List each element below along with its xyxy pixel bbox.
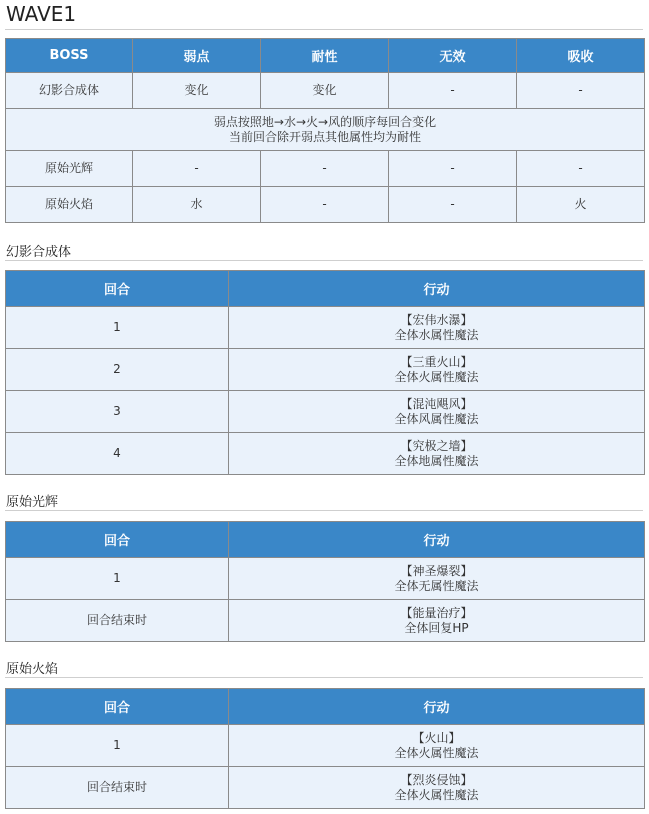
- boss-name: 原始光辉: [6, 151, 133, 187]
- resist-cell: -: [261, 187, 389, 223]
- null-cell: -: [389, 187, 517, 223]
- absorb-cell: -: [517, 151, 645, 187]
- note-line-1: 弱点按照地→水→火→风的顺序每回合变化: [213, 114, 437, 129]
- header-absorb: 吸收: [517, 39, 645, 73]
- turn-cell: 回合结束时: [6, 767, 229, 809]
- skill-name: 【能量治疗】: [400, 605, 473, 620]
- turn-cell: 2: [6, 349, 229, 391]
- turn-cell: 1: [6, 558, 229, 600]
- header-resist: 耐性: [261, 39, 389, 73]
- action-row: [6, 307, 645, 349]
- action-cell: [229, 600, 645, 642]
- action-cell: [229, 349, 645, 391]
- header-weakness: 弱点: [133, 39, 261, 73]
- skill-desc: 全体水属性魔法: [394, 327, 479, 342]
- boss2-action-table: [5, 521, 645, 642]
- action-cell: [229, 725, 645, 767]
- resist-cell: 变化: [261, 73, 389, 109]
- null-cell: -: [389, 151, 517, 187]
- skill-name: 【究极之墙】: [400, 438, 473, 453]
- absorb-cell: -: [517, 73, 645, 109]
- header-action: 行动: [229, 271, 645, 307]
- note-line-2: 当前回合除开弱点其他属性均为耐性: [228, 129, 421, 144]
- action-row: [6, 558, 645, 600]
- boss1-action-table: [5, 270, 645, 475]
- action-cell: [229, 558, 645, 600]
- skill-desc: 全体风属性魔法: [394, 411, 479, 426]
- turn-cell: 1: [6, 307, 229, 349]
- action-row: [6, 600, 645, 642]
- action-cell: [229, 391, 645, 433]
- overview-row: [6, 187, 645, 223]
- wave-title: WAVE1: [6, 2, 77, 26]
- weakness-cell: -: [133, 151, 261, 187]
- action-row: [6, 767, 645, 809]
- skill-desc: 全体地属性魔法: [394, 453, 479, 468]
- action-cell: [229, 767, 645, 809]
- action-row: [6, 349, 645, 391]
- header-turn: 回合: [6, 271, 229, 307]
- absorb-cell: 火: [517, 187, 645, 223]
- action-cell: [229, 433, 645, 475]
- overview-row: [6, 73, 645, 109]
- overview-note-row: [6, 109, 645, 151]
- skill-name: 【混沌飓风】: [400, 396, 473, 411]
- skill-desc: 全体无属性魔法: [394, 578, 479, 593]
- skill-name: 【三重火山】: [400, 354, 473, 369]
- turn-cell: 1: [6, 725, 229, 767]
- skill-desc: 全体火属性魔法: [394, 369, 479, 384]
- overview-header-row: [6, 39, 645, 73]
- action-row: [6, 725, 645, 767]
- resist-cell: -: [261, 151, 389, 187]
- section-heading: 原始光辉: [6, 495, 59, 510]
- section-heading: 原始火焰: [6, 662, 59, 677]
- null-cell: -: [389, 73, 517, 109]
- action-header-row: [6, 522, 645, 558]
- boss3-action-table: [5, 688, 645, 809]
- action-cell: [229, 307, 645, 349]
- section-divider: [5, 510, 643, 511]
- skill-name: 【宏伟水瀑】: [400, 312, 473, 327]
- overview-note: [6, 109, 645, 151]
- turn-cell: 3: [6, 391, 229, 433]
- action-row: [6, 391, 645, 433]
- action-header-row: [6, 689, 645, 725]
- overview-row: [6, 151, 645, 187]
- action-header-row: [6, 271, 645, 307]
- title-divider: [5, 29, 643, 30]
- skill-name: 【烈炎侵蚀】: [400, 772, 473, 787]
- weakness-cell: 变化: [133, 73, 261, 109]
- action-row: [6, 433, 645, 475]
- section-divider: [5, 677, 643, 678]
- boss-overview-table: [5, 38, 645, 223]
- turn-cell: 4: [6, 433, 229, 475]
- boss-name: 原始火焰: [6, 187, 133, 223]
- weakness-cell: 水: [133, 187, 261, 223]
- header-null: 无效: [389, 39, 517, 73]
- skill-desc: 全体回复HP: [404, 620, 469, 635]
- section-heading: 幻影合成体: [6, 245, 72, 260]
- boss-name: 幻影合成体: [6, 73, 133, 109]
- skill-name: 【火山】: [412, 730, 461, 745]
- skill-name: 【神圣爆裂】: [400, 563, 473, 578]
- skill-desc: 全体火属性魔法: [394, 745, 479, 760]
- header-action: 行动: [229, 689, 645, 725]
- header-boss: BOSS: [6, 39, 133, 73]
- header-turn: 回合: [6, 522, 229, 558]
- turn-cell: 回合结束时: [6, 600, 229, 642]
- section-divider: [5, 260, 643, 261]
- header-action: 行动: [229, 522, 645, 558]
- skill-desc: 全体火属性魔法: [394, 787, 479, 802]
- header-turn: 回合: [6, 689, 229, 725]
